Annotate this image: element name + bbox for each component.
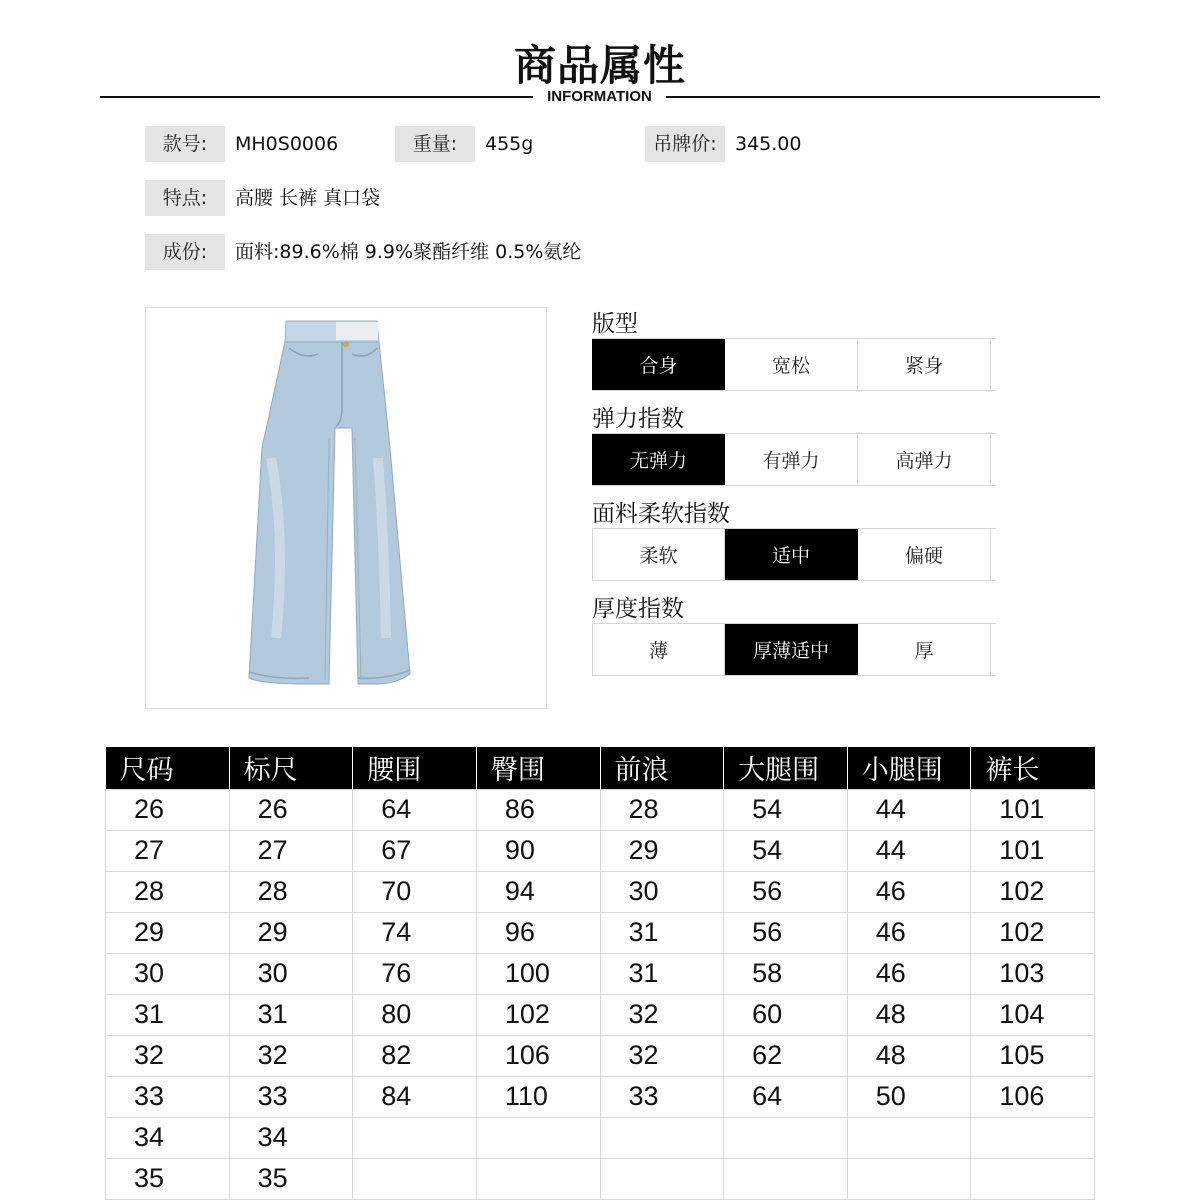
softness-option: 适中 [725,529,858,580]
table-cell: 94 [476,871,600,912]
softness-index-row [592,528,996,581]
table-row [106,912,1095,953]
table-cell: 84 [353,1076,477,1117]
table-row [106,953,1095,994]
thickness-index-title: 厚度指数 [592,596,684,622]
length-header: 裤长 [971,747,1095,789]
table-cell: 74 [353,912,477,953]
table-cell: 64 [353,789,477,830]
table-cell: 28 [229,871,353,912]
table-cell: 106 [476,1035,600,1076]
table-cell: 100 [476,953,600,994]
table-cell: 32 [106,1035,230,1076]
table-cell: 86 [476,789,600,830]
table-cell: 101 [971,830,1095,871]
table-cell [971,1158,1095,1199]
table-cell: 34 [106,1117,230,1158]
table-cell: 102 [476,994,600,1035]
table-row [106,1158,1095,1199]
table-cell: 30 [600,871,724,912]
thigh-header: 大腿围 [724,747,848,789]
weight-value: 455g [485,133,534,155]
front-rise-header: 前浪 [600,747,724,789]
table-cell: 32 [600,1035,724,1076]
table-cell: 26 [229,789,353,830]
hip-header: 臀围 [476,747,600,789]
table-cell: 44 [847,830,971,871]
product-image [145,307,547,709]
table-cell: 67 [353,830,477,871]
table-row [106,1035,1095,1076]
fit-index-title: 版型 [592,311,638,337]
table-cell: 48 [847,1035,971,1076]
table-cell: 26 [106,789,230,830]
waist-header: 腰围 [353,747,477,789]
size-table-body [106,789,1095,1199]
table-cell: 29 [600,830,724,871]
table-cell: 29 [106,912,230,953]
jeans-illustration [146,308,546,708]
elasticity-index-title: 弹力指数 [592,406,684,432]
fit-option: 宽松 [725,339,858,390]
table-cell: 54 [724,789,848,830]
table-cell [971,1117,1095,1158]
table-cell [847,1117,971,1158]
table-row [106,1117,1095,1158]
table-cell: 44 [847,789,971,830]
thickness-option: 薄 [592,624,725,675]
features-value: 高腰 长裤 真口袋 [235,187,381,209]
table-cell: 27 [106,830,230,871]
table-cell: 28 [600,789,724,830]
table-row [106,830,1095,871]
table-cell: 30 [229,953,353,994]
features-label: 特点: [145,180,225,216]
table-cell: 101 [971,789,1095,830]
table-cell: 60 [724,994,848,1035]
table-cell: 32 [229,1035,353,1076]
composition-label: 成份: [145,234,225,270]
table-cell: 58 [724,953,848,994]
thickness-index-row [592,623,996,676]
table-cell: 30 [106,953,230,994]
elasticity-option: 高弹力 [858,434,991,485]
size-table-header-row [106,747,1095,789]
table-cell: 56 [724,912,848,953]
table-cell: 46 [847,912,971,953]
softness-option: 偏硬 [858,529,991,580]
table-cell: 33 [106,1076,230,1117]
table-cell [600,1158,724,1199]
weight-label: 重量: [395,126,475,162]
table-cell: 50 [847,1076,971,1117]
elasticity-index-row [592,433,996,486]
composition-value: 面料:89.6%棉 9.9%聚酯纤维 0.5%氨纶 [235,241,582,263]
page-subtitle: INFORMATION [547,88,652,105]
table-cell [476,1158,600,1199]
table-cell: 48 [847,994,971,1035]
table-row [106,1076,1095,1117]
softness-option: 柔软 [592,529,725,580]
table-row [106,871,1095,912]
table-cell: 80 [353,994,477,1035]
table-cell [724,1158,848,1199]
table-cell: 27 [229,830,353,871]
table-cell: 29 [229,912,353,953]
table-cell: 70 [353,871,477,912]
table-cell: 31 [229,994,353,1035]
table-cell: 105 [971,1035,1095,1076]
table-cell: 102 [971,912,1095,953]
table-cell: 31 [600,912,724,953]
tag-price-label: 吊牌价: [645,126,725,162]
table-cell: 32 [600,994,724,1035]
table-cell: 31 [600,953,724,994]
table-cell: 56 [724,871,848,912]
table-cell: 90 [476,830,600,871]
header-divider-right [666,96,1100,98]
table-cell: 33 [600,1076,724,1117]
table-cell: 46 [847,871,971,912]
softness-index-title: 面料柔软指数 [592,501,730,527]
table-row [106,789,1095,830]
table-cell: 110 [476,1076,600,1117]
elasticity-option: 有弹力 [725,434,858,485]
size-chart-table [105,747,1095,1200]
page-title: 商品属性 [513,41,686,90]
table-cell: 104 [971,994,1095,1035]
table-cell: 31 [106,994,230,1035]
style-no-label: 款号: [145,126,225,162]
elasticity-option: 无弹力 [592,434,725,485]
table-cell: 34 [229,1117,353,1158]
table-cell: 46 [847,953,971,994]
table-cell [476,1117,600,1158]
table-cell: 28 [106,871,230,912]
table-cell: 96 [476,912,600,953]
table-cell: 35 [229,1158,353,1199]
table-row [106,994,1095,1035]
size-header: 尺码 [106,747,230,789]
standard-size-header: 标尺 [229,747,353,789]
table-cell: 82 [353,1035,477,1076]
table-cell [600,1117,724,1158]
table-cell [353,1158,477,1199]
style-no-value: MH0S0006 [235,133,339,155]
fit-option: 紧身 [858,339,991,390]
calf-header: 小腿围 [847,747,971,789]
table-cell: 102 [971,871,1095,912]
table-cell: 33 [229,1076,353,1117]
table-cell [353,1117,477,1158]
thickness-option: 厚薄适中 [725,624,858,675]
table-cell [724,1117,848,1158]
table-cell: 35 [106,1158,230,1199]
fit-index-row [592,338,996,391]
table-cell: 64 [724,1076,848,1117]
tag-price-value: 345.00 [735,133,802,155]
table-cell: 54 [724,830,848,871]
thickness-option: 厚 [858,624,991,675]
header-divider-left [100,96,533,98]
table-cell: 62 [724,1035,848,1076]
table-cell: 76 [353,953,477,994]
table-cell: 106 [971,1076,1095,1117]
table-cell: 103 [971,953,1095,994]
fit-option: 合身 [592,339,725,390]
table-cell [847,1158,971,1199]
